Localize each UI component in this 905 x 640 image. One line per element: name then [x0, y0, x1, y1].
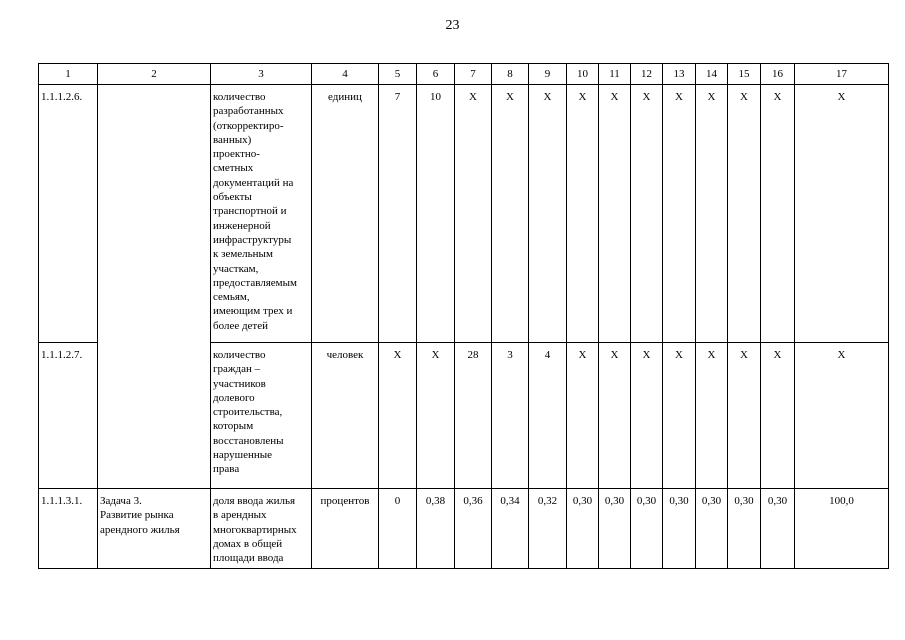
- value-cell: X: [599, 85, 631, 343]
- task-cell: Задача 3. Развитие рынка арендного жилья: [98, 489, 211, 569]
- table-header-row: [39, 64, 889, 85]
- value-cell: X: [417, 343, 455, 489]
- column-header: 5: [379, 64, 417, 85]
- column-header: 3: [211, 64, 312, 85]
- unit-cell: процентов: [312, 489, 379, 569]
- row-code: 1.1.1.2.6.: [39, 85, 98, 343]
- column-header: 2: [98, 64, 211, 85]
- value-cell: X: [728, 343, 761, 489]
- value-cell: 0,30: [761, 489, 795, 569]
- value-cell: X: [455, 85, 492, 343]
- table-row: [39, 489, 889, 569]
- value-cell: 0,30: [631, 489, 663, 569]
- column-header: 13: [663, 64, 696, 85]
- value-cell: X: [795, 85, 889, 343]
- value-cell: 0,30: [696, 489, 728, 569]
- row-code: 1.1.1.3.1.: [39, 489, 98, 569]
- value-cell: 0,30: [599, 489, 631, 569]
- value-cell: 0,30: [663, 489, 696, 569]
- value-cell: X: [696, 343, 728, 489]
- value-cell: 0,34: [492, 489, 529, 569]
- value-cell: 0,38: [417, 489, 455, 569]
- indicator-cell: количество граждан – участников долевого строительства, которым восстановлены нарушенные права: [211, 343, 312, 489]
- indicator-cell: доля ввода жилья в арендных многоквартирных домах в общей площади ввода: [211, 489, 312, 569]
- value-cell: X: [631, 343, 663, 489]
- column-header: 16: [761, 64, 795, 85]
- value-cell: 0,30: [567, 489, 599, 569]
- value-cell: 4: [529, 343, 567, 489]
- column-header: 9: [529, 64, 567, 85]
- column-header: 14: [696, 64, 728, 85]
- indicator-cell: количество разработанных (откорректиро- ванных) проектно- сметных документаций на объекты транспортной и инженерной инфраструктуры к земельным участкам, предоставляемым семьям, имеющим трех и более детей: [211, 85, 312, 343]
- value-cell: 0,36: [455, 489, 492, 569]
- value-cell: X: [631, 85, 663, 343]
- value-cell: X: [663, 85, 696, 343]
- column-header: 6: [417, 64, 455, 85]
- value-cell: X: [761, 343, 795, 489]
- row-code: 1.1.1.2.7.: [39, 343, 98, 489]
- value-cell: X: [529, 85, 567, 343]
- page-number: 23: [445, 18, 460, 33]
- value-cell: X: [492, 85, 529, 343]
- value-cell: 100,0: [795, 489, 889, 569]
- column-header: 17: [795, 64, 889, 85]
- value-cell: 0,30: [728, 489, 761, 569]
- value-cell: 0,32: [529, 489, 567, 569]
- value-cell: 10: [417, 85, 455, 343]
- value-cell: X: [728, 85, 761, 343]
- column-header: 8: [492, 64, 529, 85]
- unit-cell: единиц: [312, 85, 379, 343]
- task-cell: [98, 85, 211, 489]
- value-cell: X: [567, 85, 599, 343]
- column-header: 4: [312, 64, 379, 85]
- column-header: 10: [567, 64, 599, 85]
- value-cell: X: [379, 343, 417, 489]
- indicators-table: [38, 63, 889, 569]
- column-header: 12: [631, 64, 663, 85]
- column-header: 7: [455, 64, 492, 85]
- value-cell: X: [599, 343, 631, 489]
- table-row: [39, 85, 889, 343]
- value-cell: 0: [379, 489, 417, 569]
- value-cell: 28: [455, 343, 492, 489]
- value-cell: 3: [492, 343, 529, 489]
- value-cell: X: [795, 343, 889, 489]
- unit-cell: человек: [312, 343, 379, 489]
- value-cell: X: [663, 343, 696, 489]
- column-header: 1: [39, 64, 98, 85]
- value-cell: 7: [379, 85, 417, 343]
- value-cell: X: [761, 85, 795, 343]
- column-header: 15: [728, 64, 761, 85]
- value-cell: X: [567, 343, 599, 489]
- column-header: 11: [599, 64, 631, 85]
- value-cell: X: [696, 85, 728, 343]
